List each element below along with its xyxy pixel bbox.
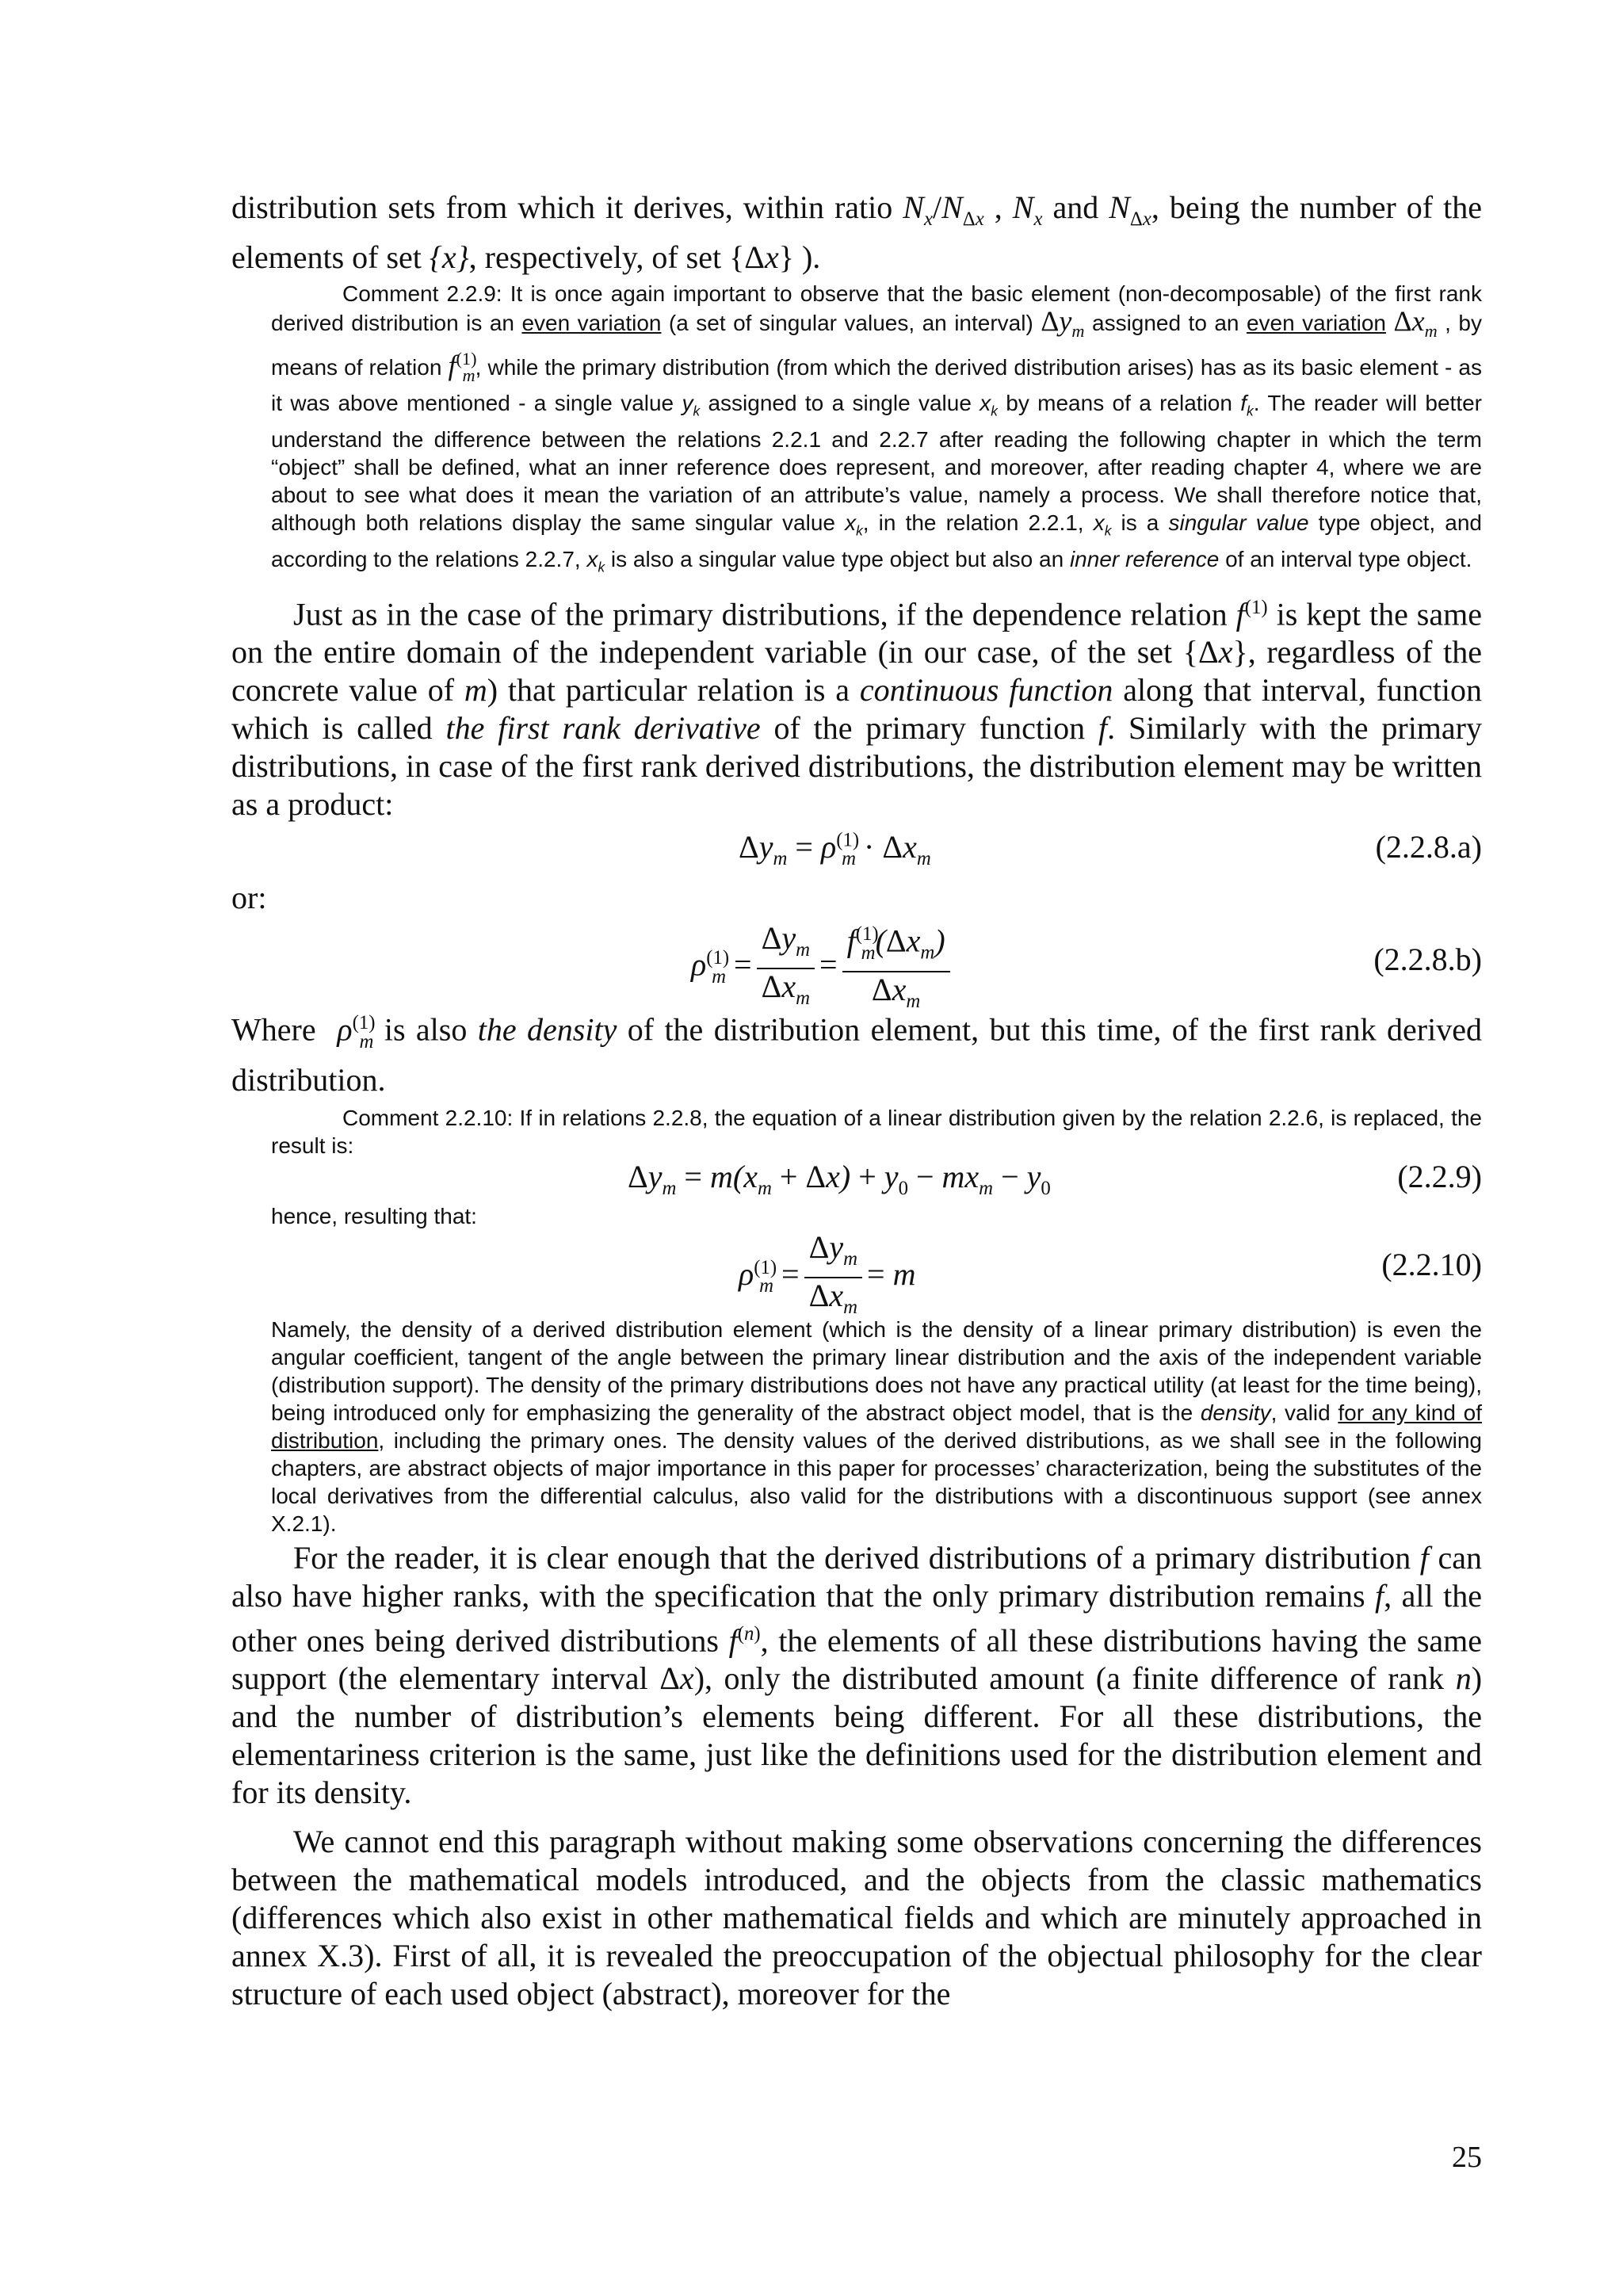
paragraph-observations: We cannot end this paragraph without making some observations concerning the differences between the mathematical models introduced, and the objects from the classic mathematics (differences which also exist in other mathematical fields and which are minutely approached in annex X.3). First of all, it is revealed the preoccupation of the objectual philosophy for the clear structure of each used object (abstract), moreover for the [231, 1824, 1482, 2012]
comment-2-2-9: Comment 2.2.9: It is once again important to observe that the basic element (non-decomposable) of the first rank derived distribution is an even variation (a set of singular values, an interval) $\Delta y_m$ assigned to an even variation $\Delta x_m$ , by means of relation $f^{(1)}_m$, while the primary distribution (from which the derived distribution arises) has as its basic element - as it was above mentioned - a single value $y_k$ assigned to a single value $x_k$ by means of a relation $f_k$. The reader will better understand the difference between the relations 2.2.1 and 2.2.7 after reading the following chapter in which the term “object” shall be defined, what an inner reference does represent, and moreover, after reading chapter 4, where we are about to see what does it mean the variation of an attribute’s value, namely a process. We shall therefore notice that, although both relations display the same singular value $x_k$, in the relation 2.2.1, $x_k$ is a singular value type object, and according to the relations 2.2.7, $x_k$ is also a singular value type object but also an inner reference of an interval type object. [271, 281, 1482, 575]
paragraph-continuous-function: Just as in the case of the primary distributions, if the dependence relation $f^{(1)}$ is kept the same on the entire domain of the independent variable (in our case, of the set {Δx}, regardless of the concrete value of m) that particular relation is a continuous function along that interval, function which is called the first rank derivative of the primary function f. Similarly with the primary distributions, in case of the first rank derived distributions, the distribution element may be written as a product: [231, 596, 1482, 823]
or-label: or: [231, 880, 267, 916]
equation-2-2-8-a: $\Delta y_m = \rho^{(1)}_m \cdot \Delta x_m$ (2.2.8.a) [739, 829, 1482, 870]
equation-number: (2.2.8.a) [1375, 829, 1482, 865]
equation-number: (2.2.10) [1381, 1246, 1482, 1282]
comment-2-2-10: Comment 2.2.10: If in relations 2.2.8, the equation of a linear distribution given by the relation 2.2.6, is replaced, the result is: [271, 1105, 1482, 1158]
equation-2-2-10: $\rho^{(1)}_m$ = $\frac{\Delta y_m}{\Delta x_m}$ = m (2.2.10) [739, 1228, 1482, 1318]
paragraph-density: Where $\rho^{(1)}_m$ is also the density of the distribution element, but this time, of the first rank derived distribution. [231, 1011, 1482, 1098]
comment-2-2-10-continued: Namely, the density of a derived distribution element (which is the density of a linear primary distribution) is even the angular coefficient, tangent of the angle between the primary linear distribution and the axis of the independent variable (distribution support). The density of the primary distributions does not have any practical utility (at least for the time being), being introduced only for emphasizing the generality of the abstract object model, that is the density, valid for any kind of distribution, including the primary ones. The density values of the derived distributions, as we shall see in the following chapters, are abstract objects of major importance in this paper for processes’ characterization, being the substitutes of the local derivatives from the differential calculus, also valid for the distributions with a discontinuous support (see annex X.2.1). [271, 1316, 1483, 1536]
equation-number: (2.2.8.b) [1373, 942, 1482, 978]
equation-2-2-8-b: $\rho^{(1)}_m$ = $\frac{\Delta y_m}{\Delta x_m}$ = $\frac{f^{(1)}_m(\Delta x_m)}{\Delta x_m}$ (2.2.8.b) [231, 917, 1482, 1004]
paragraph-continuation: distribution sets from which it derives, within ratio $N_x/N_{\Delta x}$ , $N_x$ and $N_{\Delta x}$, being the number of the elements of set {x}, respectively, of set {Δx} ). [231, 189, 1482, 275]
page-content [231, 189, 1482, 2013]
hence-label: hence, resulting that: [271, 1203, 477, 1228]
equation-number: (2.2.9) [1397, 1158, 1482, 1194]
paragraph-higher-ranks: For the reader, it is clear enough that the derived distributions of a primary distribution f can also have higher ranks, with the specification that the only primary distribution remains f, all the other ones being derived distributions $f^{(n)}$, the elements of all these distributions having the same support (the elementary interval Δx), only the distributed amount (a finite difference of rank n) and the number of distribution’s elements being different. For all these distributions, the elementariness criterion is the same, just like the definitions used for the distribution element and for its density. [231, 1539, 1483, 1811]
equation-2-2-9: $\Delta y_m = m(x_m + \Delta x) + y_0 - mx_m - y_0$ (2.2.9) [628, 1158, 1482, 1199]
page-number: 25 [1452, 2141, 1482, 2174]
